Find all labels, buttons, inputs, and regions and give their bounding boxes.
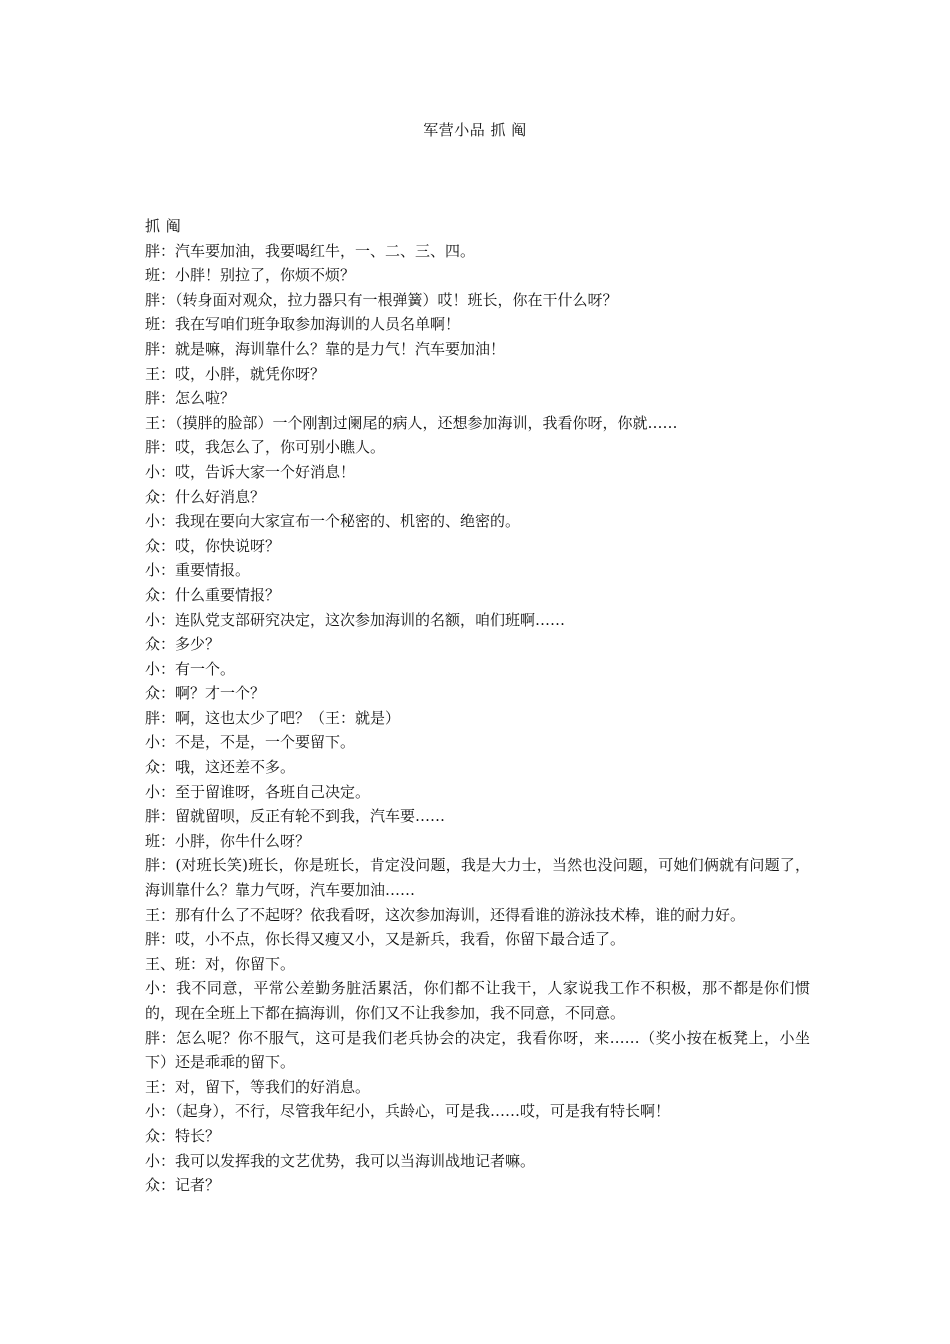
dialogue-line: 班：小胖！别拉了，你烦不烦？ [145, 266, 356, 285]
dialogue-line: 胖：留就留呗，反正有轮不到我，汽车要…… [145, 807, 446, 826]
dialogue-line: 王：对，留下，等我们的好消息。 [145, 1077, 371, 1096]
dialogue-line: 众：啊？才一个？ [145, 684, 266, 703]
dialogue-line: 班：我在写咱们班争取参加海训的人员名单啊！ [145, 315, 461, 334]
dialogue-line: 小：（起身），不行，尽管我年纪小，兵龄心，可是我……哎，可是我有特长啊！ [145, 1102, 671, 1121]
dialogue-line: 小：有一个。 [145, 659, 236, 678]
dialogue-line: 小：我不同意，平常公差勤务脏活累活，你们都不让我干，人家说我工作不积极，那不都是你们惯的，现在全班上下都在搞海训，你们又不让我参加，我不同意，不同意。 [145, 979, 810, 1022]
dialogue-line: 胖：(对班长笑)班长，你是班长，肯定没问题，我是大力士，当然也没问题，可她们俩就有问题了，海训靠什么？靠力气呀，汽车要加油…… [145, 856, 810, 900]
dialogue-line: 胖：（转身面对观众，拉力器只有一根弹簧）哎！班长，你在干什么呀？ [145, 290, 618, 309]
dialogue-line: 小：哎，告诉大家一个好消息！ [145, 462, 356, 481]
dialogue-line: 胖：啊，这也太少了吧？（王：就是） [145, 708, 401, 727]
dialogue-line: 小：不是，不是，一个要留下。 [145, 733, 356, 752]
dialogue-line: 众：特长？ [145, 1126, 221, 1145]
document-title: 军营小品 抓 阄 [423, 121, 527, 139]
dialogue-line: 胖：怎么啦？ [145, 389, 236, 408]
dialogue-line: 小：我可以发挥我的文艺优势，我可以当海训战地记者嘛。 [145, 1151, 536, 1170]
dialogue-line: 众：记者？ [145, 1176, 221, 1195]
dialogue-line: 王、班：对，你留下。 [145, 954, 296, 973]
dialogue-line: 胖：哎，小不点，你长得又瘦又小，又是新兵，我看，你留下最合适了。 [145, 930, 626, 949]
dialogue-line: 众：哦，这还差不多。 [145, 758, 296, 777]
dialogue-line: 胖：就是嘛，海训靠什么？靠的是力气！汽车要加油！ [145, 339, 506, 358]
dialogue-line: 众：多少？ [145, 635, 221, 654]
dialogue-line: 众：哎，你快说呀？ [145, 536, 281, 555]
document-body [145, 214, 810, 1198]
dialogue-line: 王：（摸胖的脸部）一个刚割过阑尾的病人，还想参加海训，我看你呀，你就…… [145, 413, 678, 432]
dialogue-line: 王：哎，小胖，就凭你呀？ [145, 364, 326, 383]
dialogue-line: 小：连队党支部研究决定，这次参加海训的名额，咱们班啊…… [145, 610, 566, 629]
dialogue-line: 众：什么重要情报？ [145, 585, 281, 604]
dialogue-line: 小：重要情报。 [145, 561, 251, 580]
dialogue-line: 胖：怎么呢？你不服气，这可是我们老兵协会的决定，我看你呀，来……（奖小按在板凳上，小坐下）还是乖乖的留下。 [145, 1028, 810, 1072]
dialogue-line: 众：什么好消息？ [145, 487, 266, 506]
dialogue-line: 胖：哎，我怎么了，你可别小瞧人。 [145, 438, 386, 457]
section-subtitle: 抓 阄 [145, 217, 182, 235]
dialogue-line: 小：至于留谁呀，各班自己决定。 [145, 782, 371, 801]
dialogue-line: 小：我现在要向大家宣布一个秘密的、机密的、绝密的。 [145, 512, 521, 531]
dialogue-line: 王：那有什么了不起呀？依我看呀，这次参加海训，还得看谁的游泳技术棒，谁的耐力好。 [145, 905, 746, 924]
dialogue-line: 班：小胖，你牛什么呀？ [145, 831, 311, 850]
dialogue-line: 胖：汽车要加油，我要喝红牛，一、二、三、四。 [145, 241, 476, 260]
